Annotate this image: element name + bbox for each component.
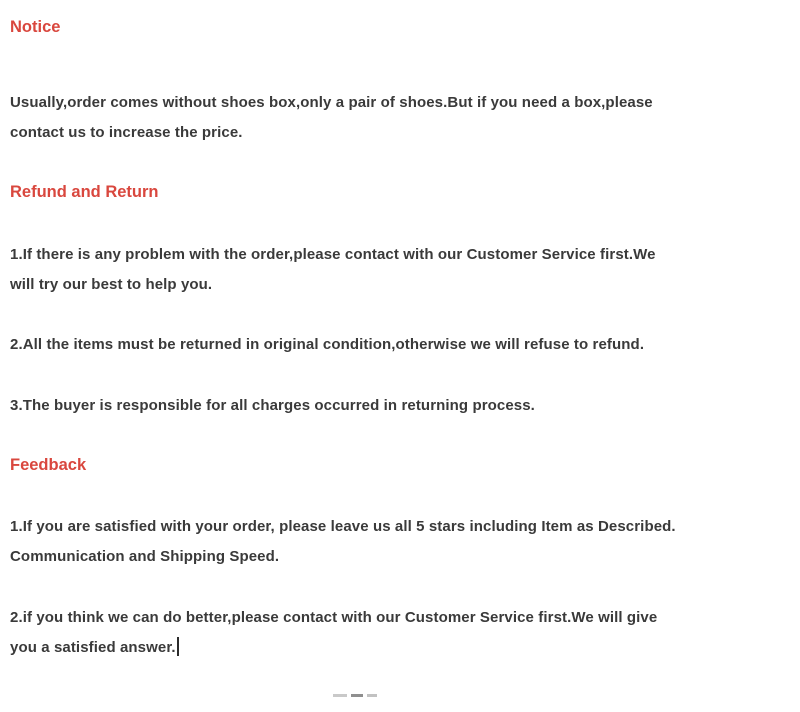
text-line: 2.if you think we can do better,please contact with our Customer Service first.We will give	[10, 609, 658, 626]
feedback-item-2	[10, 603, 798, 663]
text-line: Usually,order comes without shoes box,only a pair of shoes.But if you need a box,please	[10, 94, 653, 111]
text-line: contact us to increase the price.	[10, 124, 243, 141]
section-heading-refund-and-return: Refund and Return	[10, 183, 159, 201]
text-line: Communication and Shipping Speed.	[10, 548, 280, 565]
cutoff-text-fragment	[333, 694, 393, 699]
cutoff-glyph-top	[333, 694, 347, 697]
text-line: will try our best to help you.	[10, 276, 213, 293]
text-line	[10, 633, 798, 663]
text-line: 3.The buyer is responsible for all charges occurred in returning process.	[10, 397, 535, 414]
text-line: 1.If there is any problem with the order,please contact with our Customer Service first.We	[10, 246, 656, 263]
section-heading-feedback: Feedback	[10, 456, 87, 474]
cutoff-glyph-top	[351, 694, 363, 697]
cutoff-glyph-top	[367, 694, 377, 697]
text-cursor	[177, 637, 179, 656]
notice-paragraph	[10, 88, 798, 148]
refund-item-2	[10, 330, 798, 360]
refund-item-3	[10, 391, 798, 421]
feedback-item-1	[10, 512, 798, 572]
text-line: 2.All the items must be returned in original condition,otherwise we will refuse to refund.	[10, 336, 645, 353]
text-line-content: you a satisfied answer.	[10, 639, 176, 656]
text-line: 1.If you are satisfied with your order, please leave us all 5 stars including Item as Described.	[10, 518, 676, 535]
section-heading-notice: Notice	[10, 18, 61, 36]
refund-item-1	[10, 240, 798, 300]
